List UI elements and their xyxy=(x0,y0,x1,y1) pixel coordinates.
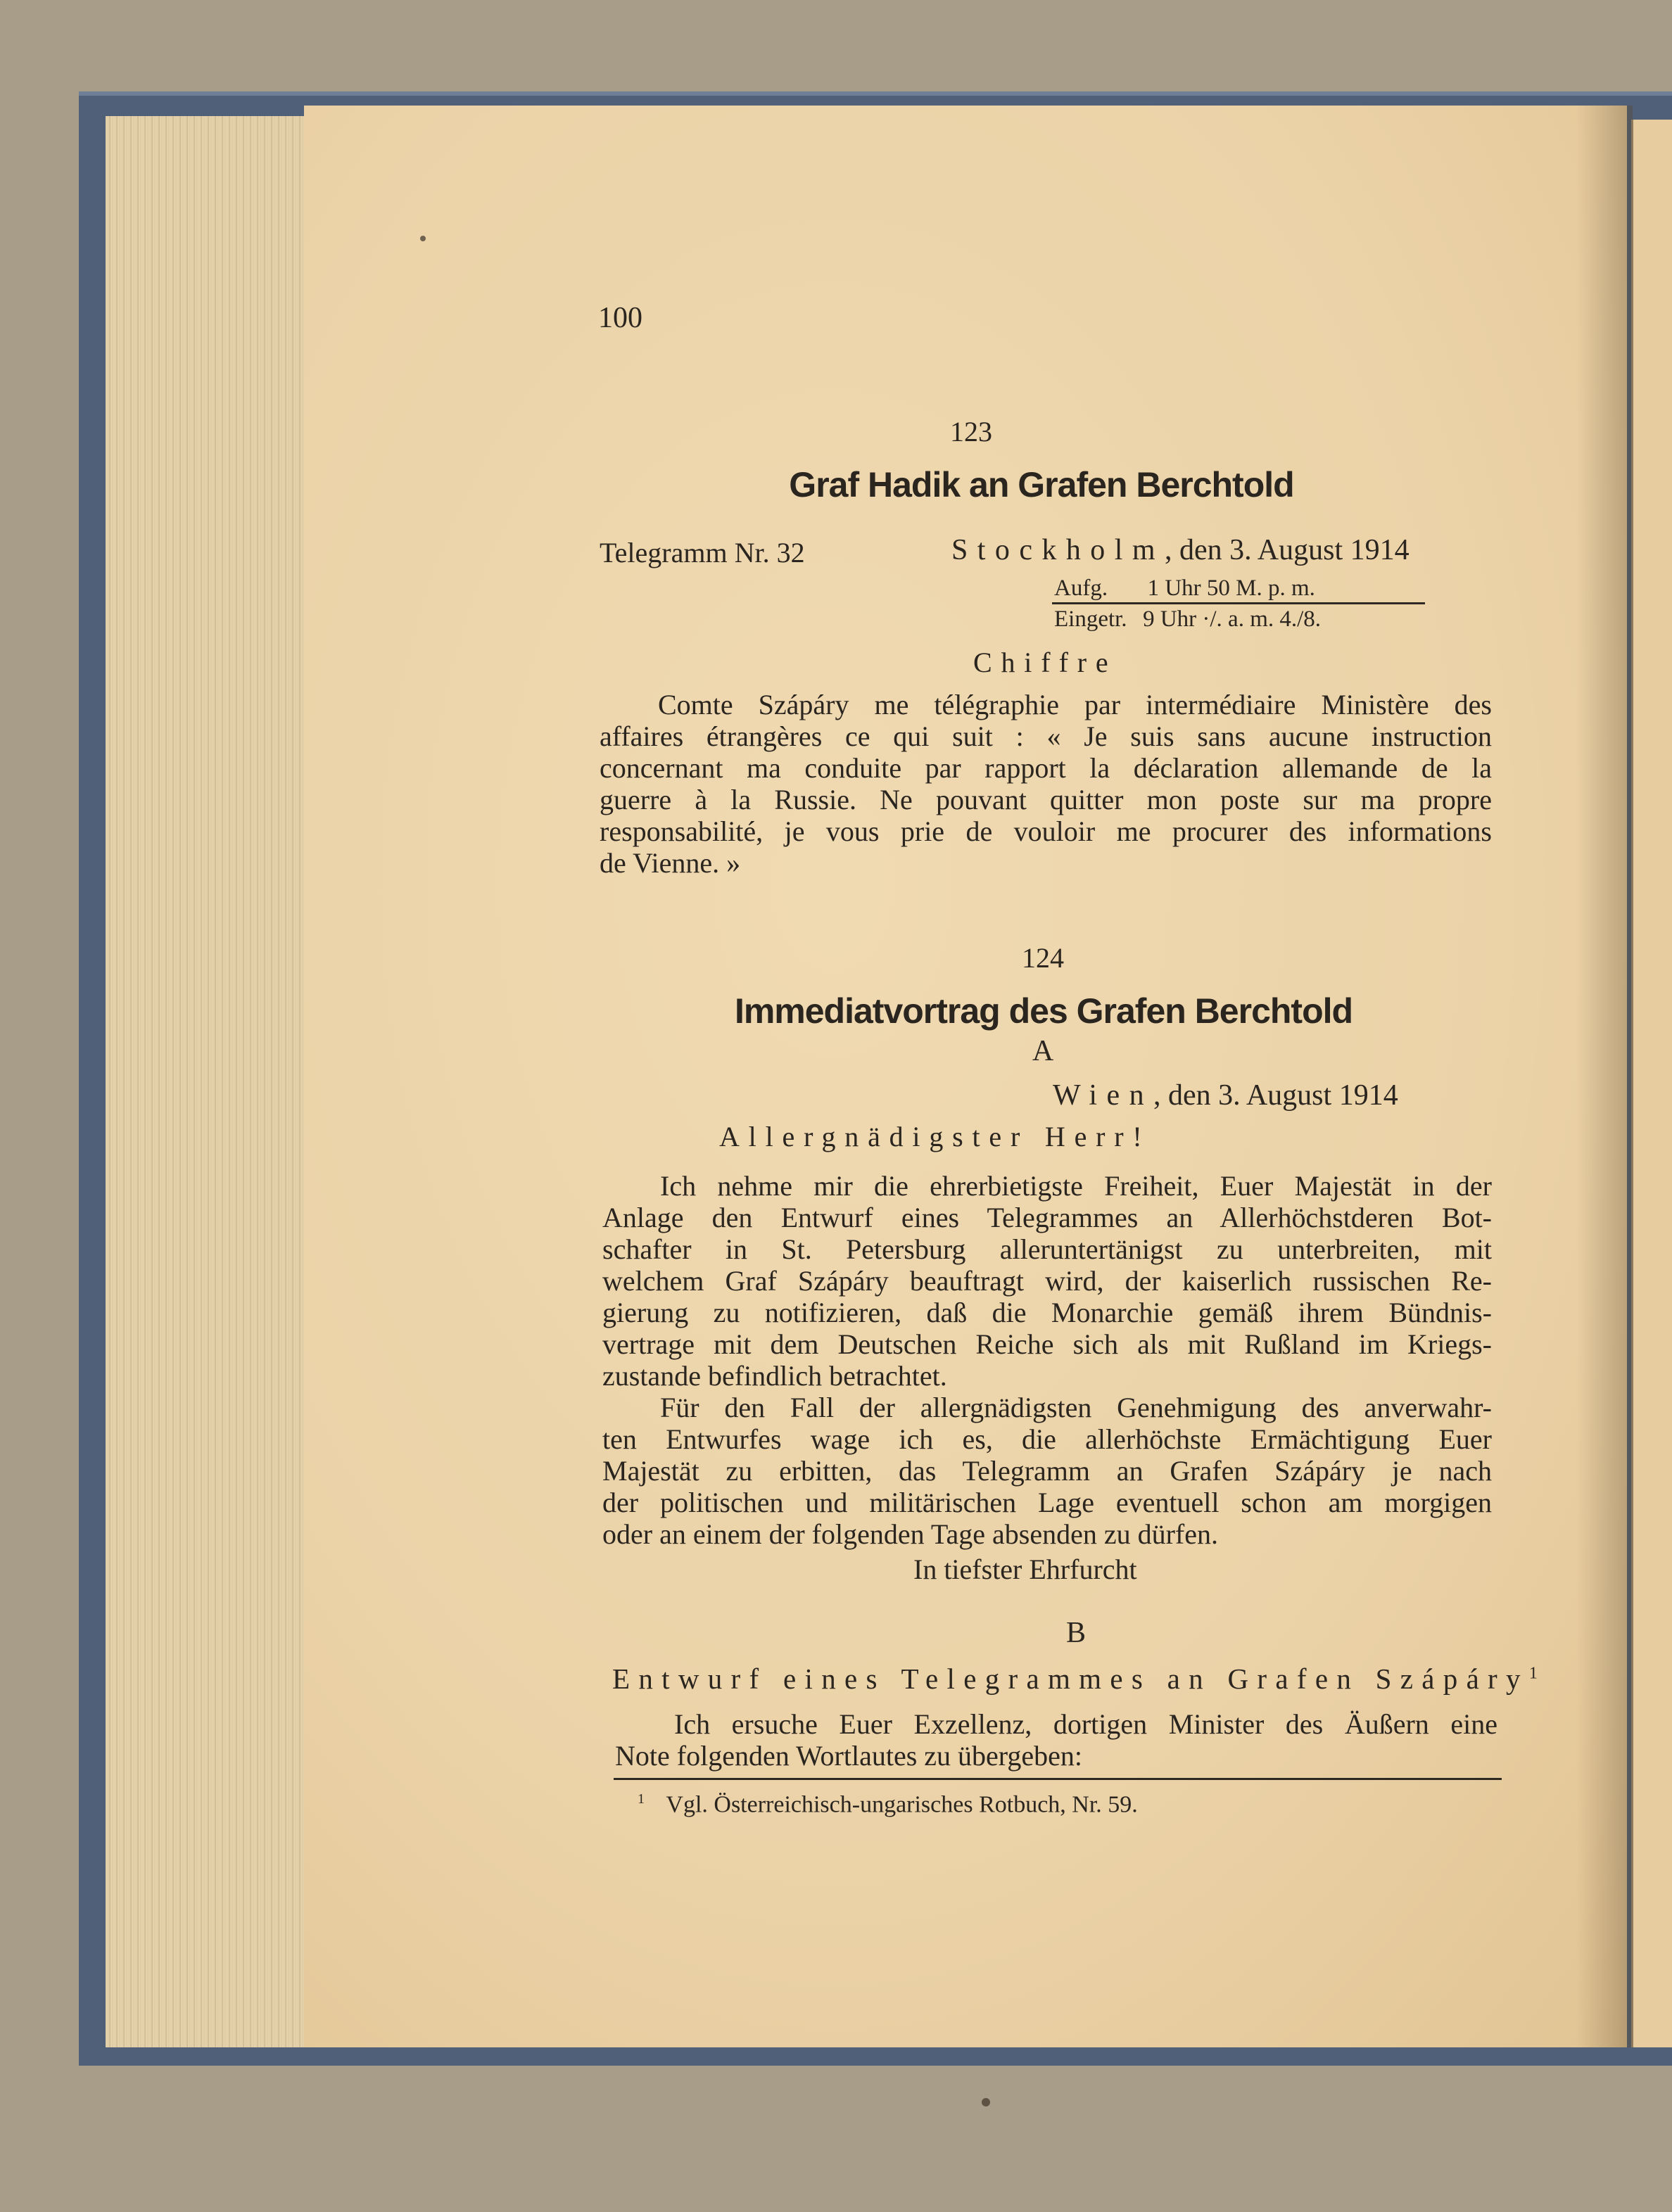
text-line-b-1: Ich ersuche Euer Exzellenz, dortigen Minister des Äußern eine xyxy=(674,1708,1497,1740)
aufg-time: 1 Uhr 50 M. p. m. xyxy=(1147,576,1315,601)
place-wien: Wien xyxy=(1053,1079,1154,1112)
text-line-123-1: Comte Szápáry me télégraphie par intermédiaire Ministère des xyxy=(658,689,1492,720)
eingetr-label: Eingetr. xyxy=(1054,606,1127,632)
text-line-124-11: der politischen und militärischen Lage eventuell schon am morgigen xyxy=(602,1487,1492,1518)
footnote-rule xyxy=(614,1778,1502,1780)
section-b-heading xyxy=(612,1662,1538,1696)
document-number-123: 123 xyxy=(950,416,992,447)
ink-speck xyxy=(420,236,426,241)
document-title-123: Graf Hadik an Grafen Berchtold xyxy=(789,465,1294,504)
ink-speck xyxy=(982,2098,990,2106)
text-line-123-5: responsabilité, je vous prie de vouloir me procurer des informations xyxy=(600,815,1492,847)
text-line-124-7: zustande befindlich betrachtet. xyxy=(602,1360,947,1392)
text-line-b-2: Note folgenden Wortlautes zu übergeben: xyxy=(615,1740,1082,1772)
document-number-124: 124 xyxy=(1022,942,1064,974)
text-line-123-6: de Vienne. » xyxy=(600,847,741,879)
text-line-124-4: welchem Graf Szápáry beauftragt wird, der kaiserlich russischen Re- xyxy=(602,1265,1492,1297)
text-line-124-1: Ich nehme mir die ehrerbietigste Freiheit, Euer Majestät in der xyxy=(660,1170,1492,1202)
facing-page-edge xyxy=(1631,120,1672,2047)
closing-formula: In tiefster Ehrfurcht xyxy=(913,1553,1137,1585)
text-line-123-4: guerre à la Russie. Ne pouvant quitter mon poste sur ma propre xyxy=(600,784,1492,815)
date-123: , den 3. August 1914 xyxy=(1164,534,1410,566)
footnote-text: Vgl. Österreichisch-ungarisches Rotbuch, Nr. 59. xyxy=(666,1791,1138,1818)
page-number: 100 xyxy=(598,302,642,334)
text-line-124-3: schafter in St. Petersburg alleruntertänigst zu unterbreiten, mit xyxy=(602,1233,1492,1265)
place-stockholm: Stockholm xyxy=(951,534,1165,566)
eingetr-time: 9 Uhr ·/. a. m. 4./8. xyxy=(1143,606,1322,632)
footnote-mark: 1 xyxy=(638,1791,645,1807)
aufg-label: Aufg. xyxy=(1054,576,1108,601)
section-b: B xyxy=(1065,1617,1086,1649)
text-line-124-8: Für den Fall der allergnädigsten Genehmigung des anverwahr- xyxy=(660,1392,1492,1423)
dateline-124 xyxy=(1053,1079,1398,1112)
page-stack-edge xyxy=(106,116,308,2047)
document-title-124: Immediatvortrag des Grafen Berchtold xyxy=(734,991,1353,1031)
telegram-rule xyxy=(1052,602,1425,604)
text-line-124-6: vertrage mit dem Deutschen Reiche sich als mit Rußland im Kriegs- xyxy=(602,1328,1492,1360)
dateline-123 xyxy=(951,533,1410,567)
page-gutter-shadow xyxy=(1576,106,1633,2047)
footnote xyxy=(638,1791,1138,1818)
telegram-number: Telegramm Nr. 32 xyxy=(600,537,805,568)
section-a: A xyxy=(1032,1035,1054,1067)
text-line-124-10: Majestät zu erbitten, das Telegramm an Grafen Szápáry je nach xyxy=(602,1455,1492,1487)
footnote-reference: 1 xyxy=(1528,1664,1538,1683)
text-line-124-12: oder an einem der folgenden Tage absenden zu dürfen. xyxy=(602,1518,1218,1550)
text-line-124-5: gierung zu notifizieren, daß die Monarchie gemäß ihrem Bündnis- xyxy=(602,1297,1492,1328)
text-line-123-2: affaires étrangères ce qui suit : « Je suis sans aucune instruction xyxy=(600,720,1492,752)
text-line-124-9: ten Entwurfes wage ich es, die allerhöchste Ermächtigung Euer xyxy=(602,1423,1492,1455)
date-124: , den 3. August 1914 xyxy=(1153,1079,1398,1112)
section-b-heading-text: Entwurf eines Telegrammes an Grafen Szápáry xyxy=(612,1663,1529,1695)
text-line-123-3: concernant ma conduite par rapport la déclaration allemande de la xyxy=(600,752,1492,784)
cipher-label: Chiffre xyxy=(973,647,1117,678)
eingetr-line xyxy=(1054,606,1321,633)
salutation: Allergnädigster Herr! xyxy=(719,1121,1151,1152)
aufg-line xyxy=(1054,576,1315,602)
text-line-124-2: Anlage den Entwurf eines Telegrammes an Allerhöchstderen Bot- xyxy=(602,1202,1492,1233)
